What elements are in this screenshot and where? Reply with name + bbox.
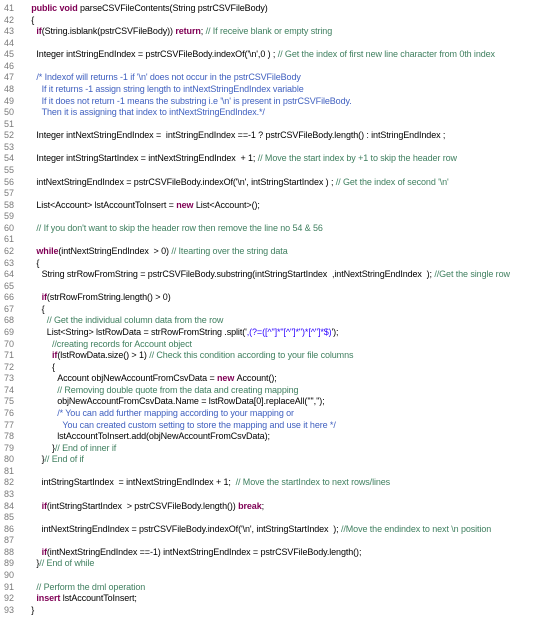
code-line xyxy=(0,119,548,129)
code-line xyxy=(0,593,548,603)
code-text xyxy=(52,443,116,453)
line-number: 89 xyxy=(4,558,15,569)
line-number: 93 xyxy=(4,604,15,615)
code-token: intNextStringEndIndex = pstrCSVFileBody.indexOf('\n', intStringStartIndex ) ; xyxy=(36,176,336,187)
code-text xyxy=(31,3,268,13)
code-token: } xyxy=(36,558,40,569)
code-line xyxy=(0,142,548,152)
code-token: ; xyxy=(261,500,265,511)
code-comment: // End of while xyxy=(39,558,95,569)
code-token: (intNextStringEndIndex > 0) xyxy=(58,245,172,256)
code-text xyxy=(42,96,352,106)
code-keyword: if xyxy=(52,350,58,361)
code-line xyxy=(0,373,548,383)
code-text xyxy=(42,547,362,557)
line-number: 69 xyxy=(4,326,15,337)
code-token: parseCSVFileContents(String pstrCSVFileBody) xyxy=(80,3,268,13)
line-number: 84 xyxy=(4,500,15,511)
code-token: lstAccountToInsert.add(objNewAccountFromCsvData); xyxy=(57,431,270,442)
code-comment: Then it is assigning that index to intNextStringEndIndex.*/ xyxy=(41,107,265,118)
code-text xyxy=(36,223,322,233)
line-number: 46 xyxy=(4,60,15,71)
code-line xyxy=(0,547,548,557)
code-text xyxy=(42,269,510,279)
code-token: } xyxy=(31,604,35,615)
code-keyword: return xyxy=(175,26,201,37)
code-line xyxy=(0,107,548,117)
code-line xyxy=(0,38,548,48)
line-number: 50 xyxy=(4,107,15,118)
code-line xyxy=(0,96,548,106)
code-line xyxy=(0,130,548,140)
line-number: 65 xyxy=(4,280,15,291)
code-text xyxy=(42,107,265,117)
line-number: 72 xyxy=(4,361,15,372)
line-number: 54 xyxy=(4,153,15,164)
code-text xyxy=(57,431,270,441)
code-line xyxy=(0,269,548,279)
code-text xyxy=(36,130,445,140)
code-token: ; xyxy=(200,26,206,37)
code-comment: //Move the endindex to next \n position xyxy=(340,523,492,534)
code-token: { xyxy=(41,303,45,314)
code-text xyxy=(42,454,84,464)
code-token: } xyxy=(41,454,45,465)
code-text xyxy=(36,558,94,568)
code-token: '); xyxy=(331,326,339,337)
code-line xyxy=(0,84,548,94)
code-text xyxy=(57,373,276,383)
line-number: 59 xyxy=(4,211,15,222)
code-keyword: new xyxy=(176,199,196,210)
code-line xyxy=(0,454,548,464)
code-text xyxy=(42,501,264,511)
code-comment: // If you don't want to skip the header row then remove the line no 54 & 56 xyxy=(36,222,323,233)
code-line xyxy=(0,304,548,314)
code-text xyxy=(42,477,391,487)
code-line xyxy=(0,26,548,36)
code-keyword: public void xyxy=(31,3,80,13)
line-number: 85 xyxy=(4,512,15,523)
line-number: 41 xyxy=(4,3,15,13)
code-comment: // End of if xyxy=(44,454,84,465)
line-number: 90 xyxy=(4,569,15,580)
code-token: List<Account> lstAccountToInsert = xyxy=(36,199,177,210)
code-keyword: break xyxy=(238,500,262,511)
code-text xyxy=(47,327,339,337)
code-text xyxy=(62,420,335,430)
code-token: (intStringStartIndex > pstrCSVFileBody.length()) xyxy=(46,500,239,511)
line-number: 75 xyxy=(4,396,15,407)
code-text xyxy=(36,246,287,256)
code-line xyxy=(0,177,548,187)
line-number: 67 xyxy=(4,303,15,314)
code-comment: // End of inner if xyxy=(54,442,117,453)
line-number: 48 xyxy=(4,83,15,94)
code-token: List<String> lstRowData = strRowFromString .split(' xyxy=(46,326,247,337)
code-comment: // Move the start index by +1 to skip the header row xyxy=(257,153,457,164)
line-number: 63 xyxy=(4,257,15,268)
code-comment: // Move the startIndex to next rows/lines xyxy=(235,477,391,488)
line-number: 82 xyxy=(4,477,15,488)
line-number: 76 xyxy=(4,407,15,418)
code-text xyxy=(36,582,145,592)
code-token: intStringStartIndex = intNextStringEndIndex + 1; xyxy=(41,477,236,488)
code-comment: /* Indexof will returns -1 if '\n' does not occur in the pstrCSVFileBody xyxy=(36,72,301,83)
code-line xyxy=(0,466,548,476)
code-line xyxy=(0,339,548,349)
code-line xyxy=(0,605,548,615)
code-token: (strRowFromString.length() > 0) xyxy=(46,292,171,303)
code-text xyxy=(31,605,34,615)
code-token: { xyxy=(36,257,40,268)
line-number: 58 xyxy=(4,199,15,210)
line-number: 51 xyxy=(4,118,15,129)
code-line xyxy=(0,385,548,395)
code-line xyxy=(0,258,548,268)
code-token: Account(); xyxy=(236,373,277,384)
line-number: 79 xyxy=(4,442,15,453)
code-keyword: if xyxy=(36,26,42,37)
code-line xyxy=(0,281,548,291)
code-comment: // Itearting over the string data xyxy=(171,245,288,256)
code-line xyxy=(0,431,548,441)
line-number: 53 xyxy=(4,141,15,152)
code-text xyxy=(36,177,448,187)
line-number: 45 xyxy=(4,49,15,60)
code-line xyxy=(0,165,548,175)
code-comment: // If receive blank or empty string xyxy=(205,26,333,37)
code-token: Integer intNextStringEndIndex = intStringEndIndex ==-1 ? pstrCSVFileBody.length() : intStringEndIndex ; xyxy=(36,130,446,141)
code-line xyxy=(0,501,548,511)
code-text xyxy=(36,153,457,163)
code-line xyxy=(0,211,548,221)
code-text xyxy=(52,350,353,360)
code-line xyxy=(0,558,548,568)
code-token: Account objNewAccountFromCsvData = xyxy=(57,373,218,384)
code-line xyxy=(0,396,548,406)
code-keyword: new xyxy=(217,373,237,384)
line-number: 86 xyxy=(4,523,15,534)
line-number: 42 xyxy=(4,14,15,25)
line-number: 68 xyxy=(4,315,15,326)
line-number: 66 xyxy=(4,292,15,303)
code-text xyxy=(36,49,495,59)
code-comment: //creating records for Account object xyxy=(52,338,192,349)
line-number: 47 xyxy=(4,72,15,83)
code-line xyxy=(0,61,548,71)
code-text xyxy=(42,304,45,314)
code-text xyxy=(47,315,224,325)
line-number: 78 xyxy=(4,431,15,442)
code-line xyxy=(0,223,548,233)
code-line xyxy=(0,420,548,430)
code-text xyxy=(31,15,34,25)
code-line xyxy=(0,234,548,244)
line-number: 49 xyxy=(4,95,15,106)
code-comment: /* You can add further mapping according to your mapping or xyxy=(57,407,294,418)
line-number: 44 xyxy=(4,37,15,48)
code-comment: // Get the index of first new line character from 0th index xyxy=(277,49,495,60)
code-keyword: if xyxy=(41,500,47,511)
code-token: (String.isblank(pstrCSVFileBody)) xyxy=(41,26,176,37)
code-line xyxy=(0,524,548,534)
code-comment: // Check this condition according to your file columns xyxy=(149,350,354,361)
line-number: 71 xyxy=(4,350,15,361)
code-token: } xyxy=(52,442,55,453)
code-text xyxy=(36,72,300,82)
code-token: lstAccountToInsert; xyxy=(62,593,137,604)
line-number: 83 xyxy=(4,488,15,499)
code-token: objNewAccountFromCsvData.Name = lstRowData[0].replaceAll('"',''); xyxy=(57,396,325,407)
code-token: Integer intStringStartIndex = intNextStringEndIndex + 1; xyxy=(36,153,258,164)
code-comment: // Get the individual column data from the row xyxy=(46,315,224,326)
code-comment: If it does not return -1 means the substring i.e '\n' is present in pstrCSVFileBody. xyxy=(41,95,352,106)
code-line xyxy=(0,362,548,372)
code-line xyxy=(0,443,548,453)
line-number: 57 xyxy=(4,188,15,199)
code-comment: // Get the index of second '\n' xyxy=(335,176,449,187)
code-line xyxy=(0,512,548,522)
line-number: 64 xyxy=(4,269,15,280)
code-keyword: insert xyxy=(36,593,63,604)
line-number: 70 xyxy=(4,338,15,349)
line-number: 74 xyxy=(4,384,15,395)
code-line xyxy=(0,188,548,198)
code-text xyxy=(36,593,136,603)
code-line xyxy=(0,350,548,360)
line-number: 73 xyxy=(4,373,15,384)
line-number: 55 xyxy=(4,164,15,175)
code-keyword: if xyxy=(41,292,47,303)
code-comment: // Removing double quote from the data and creating mapping xyxy=(57,384,299,395)
code-text xyxy=(36,258,39,268)
line-number: 91 xyxy=(4,581,15,592)
code-token: (lstRowData.size() > 1) xyxy=(57,350,150,361)
code-line xyxy=(0,327,548,337)
code-text xyxy=(42,292,171,302)
code-line xyxy=(0,15,548,25)
code-comment: //Get the single row xyxy=(434,269,510,280)
code-token: (intNextStringEndIndex ==-1) intNextStringEndIndex = pstrCSVFileBody.length(); xyxy=(46,546,362,557)
code-line xyxy=(0,582,548,592)
line-number: 52 xyxy=(4,130,15,141)
line-number: 88 xyxy=(4,546,15,557)
code-text xyxy=(57,408,294,418)
code-line xyxy=(0,72,548,82)
code-line xyxy=(0,246,548,256)
code-line xyxy=(0,535,548,545)
line-number: 60 xyxy=(4,222,15,233)
code-token: { xyxy=(31,14,35,25)
code-token: intNextStringEndIndex = pstrCSVFileBody.indexOf('\n', intStringStartIndex ); xyxy=(41,523,341,534)
code-line xyxy=(0,153,548,163)
code-line xyxy=(0,477,548,487)
code-line xyxy=(0,200,548,210)
code-text xyxy=(57,385,298,395)
line-number: 77 xyxy=(4,419,15,430)
line-number: 81 xyxy=(4,465,15,476)
code-line xyxy=(0,408,548,418)
code-text xyxy=(42,84,304,94)
code-text xyxy=(36,26,332,36)
code-line xyxy=(0,49,548,59)
code-text xyxy=(57,396,324,406)
code-string: ,(?=([^"]*"[^"]*")*[^"]*$) xyxy=(246,326,332,337)
line-number: 62 xyxy=(4,245,15,256)
code-line xyxy=(0,315,548,325)
line-number: 80 xyxy=(4,454,15,465)
code-line xyxy=(0,570,548,580)
line-number: 61 xyxy=(4,234,15,245)
code-comment: If it returns -1 assign string length to intNextStringEndIndex variable xyxy=(41,83,304,94)
code-text xyxy=(52,362,55,372)
code-token: Integer intStringEndIndex = pstrCSVFileBody.indexOf('\n',0 ) ; xyxy=(36,49,278,60)
code-line xyxy=(0,489,548,499)
code-comment: You can created custom setting to store the mapping and use it here */ xyxy=(62,419,336,430)
code-token: String strRowFromString = pstrCSVFileBody.substring(intStringStartIndex ,intNextStringEndIndex ); xyxy=(41,269,435,280)
line-number: 43 xyxy=(4,26,15,37)
code-keyword: if xyxy=(41,546,47,557)
code-text xyxy=(52,339,192,349)
code-token: List<Account>(); xyxy=(195,199,260,210)
line-number: 92 xyxy=(4,593,15,604)
line-number: 87 xyxy=(4,535,15,546)
code-line xyxy=(0,3,548,13)
code-token: { xyxy=(52,361,55,372)
code-keyword: while xyxy=(36,245,59,256)
code-text xyxy=(36,200,259,210)
code-text xyxy=(42,524,492,534)
code-line xyxy=(0,292,548,302)
line-number: 56 xyxy=(4,176,15,187)
code-comment: // Perform the dml operation xyxy=(36,581,146,592)
